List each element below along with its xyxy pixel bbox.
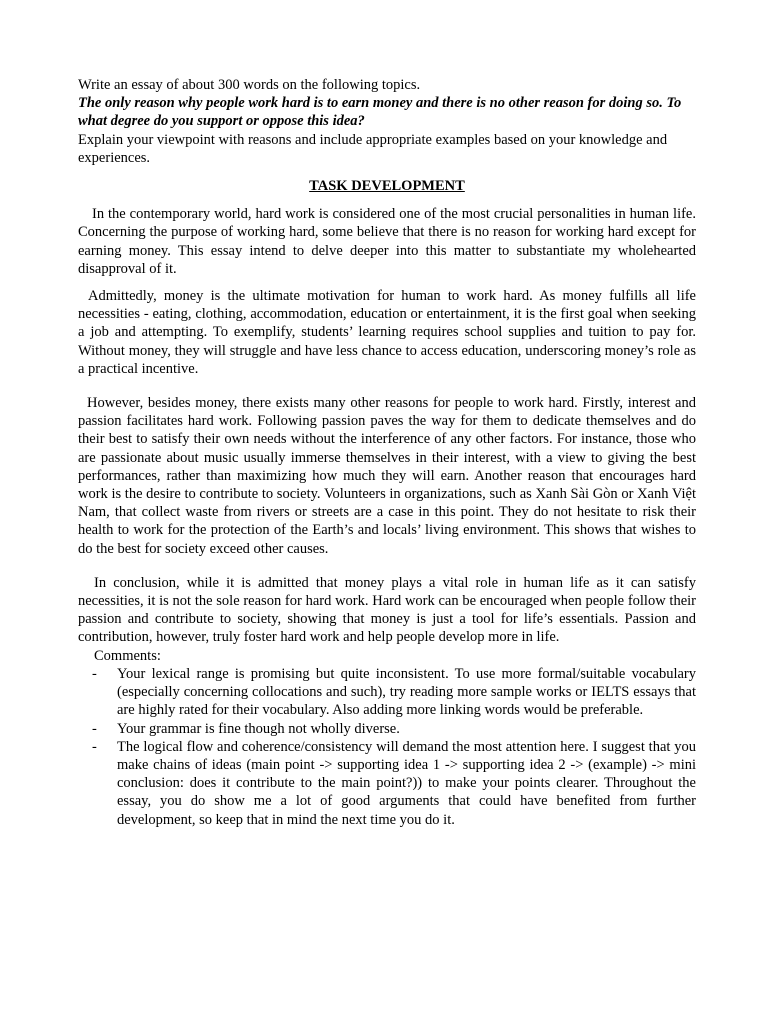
bullet-dash: - — [92, 720, 97, 737]
essay-paragraph-intro: In the contemporary world, hard work is considered one of the most crucial personalities in human life. Concerning the purpose of working hard, some believe that there is no reason for working hard except for earning money. This essay intend to delve deeper into this matter to substantiate my wholehearted disapproval of it. — [78, 206, 696, 277]
essay-paragraph-body-2: However, besides money, there exists many other reasons for people to work hard. Firstly, interest and passion facilitates hard work. Following passion paves the way for them to dedicate themselves and do their best to satisfy their own needs without the interference of any other factors. For instance, those who are passionate about music usually immerse themselves in their interest, with a view to giving the best performances, rather than maximizing how much they will earn. Another reason that encourages hard work is the desire to contribute to society. Volunteers in organizations, such as Xanh Sài Gòn or Xanh Việt Nam, that collect waste from rivers or streets are a case in this point. They do not hesitate to risk their health to work for the protection of the Earth’s and locals’ living environment. This shows that wishes to do the best for society exceed other causes. — [78, 395, 696, 557]
list-item — [78, 720, 696, 738]
essay-paragraph-conclusion: In conclusion, while it is admitted that money plays a vital role in human life as it can satisfy necessities, it is not the sole reason for hard work. Hard work can be encouraged when people follow their passion and contribute to society, showing that money is just a tool for life’s essentials. Passion and contribution, however, truly foster hard work and help people develop more in life. — [78, 574, 696, 646]
comment-text: The logical flow and coherence/consistency will demand the most attention here. I suggest that you make chains of ideas (main point -> supporting idea 1 -> supporting idea 2 -> (example) -> mini conclusion: does it contribute to the main point?)) to make your points clearer. Throughout the essay, you do show me a lot of good arguments that could have benefited from further development, so keep that in mind the next time you do it. — [117, 738, 696, 828]
prompt-instruction: Write an essay of about 300 words on the following topics. — [78, 77, 421, 93]
bullet-dash: - — [92, 665, 97, 682]
prompt-topic: The only reason why people work hard is to earn money and there is no other reason for doing so. To what degree do you support or oppose this idea? — [78, 95, 682, 130]
bullet-dash: - — [92, 738, 97, 755]
section-heading: TASK DEVELOPMENT — [309, 178, 465, 195]
list-item — [78, 738, 696, 829]
comment-text: Your grammar is fine though not wholly diverse. — [117, 720, 400, 737]
essay-paragraph-body-1: Admittedly, money is the ultimate motivation for human to work hard. As money fulfills all life necessities - eating, clothing, accommodation, education or entertainment, it is the first goal when seeking a job and attempting. To exemplify, students’ learning requires school supplies and tuition to pay for. Without money, they will struggle and have less chance to access education, underscoring money’s role as a practical incentive. — [78, 288, 696, 377]
comments-list — [78, 665, 696, 829]
list-item — [78, 665, 696, 720]
document-page — [78, 76, 696, 829]
comments-label: Comments: — [94, 647, 161, 664]
prompt-explanation: Explain your viewpoint with reasons and include appropriate examples based on your knowledge and experiences. — [78, 131, 668, 166]
comment-text: Your lexical range is promising but quite inconsistent. To use more formal/suitable vocabulary (especially concerning collocations and such), try reading more sample works or IELTS essays that are highly rated for their vocabulary. Also adding more linking words would be preferable. — [117, 665, 696, 719]
